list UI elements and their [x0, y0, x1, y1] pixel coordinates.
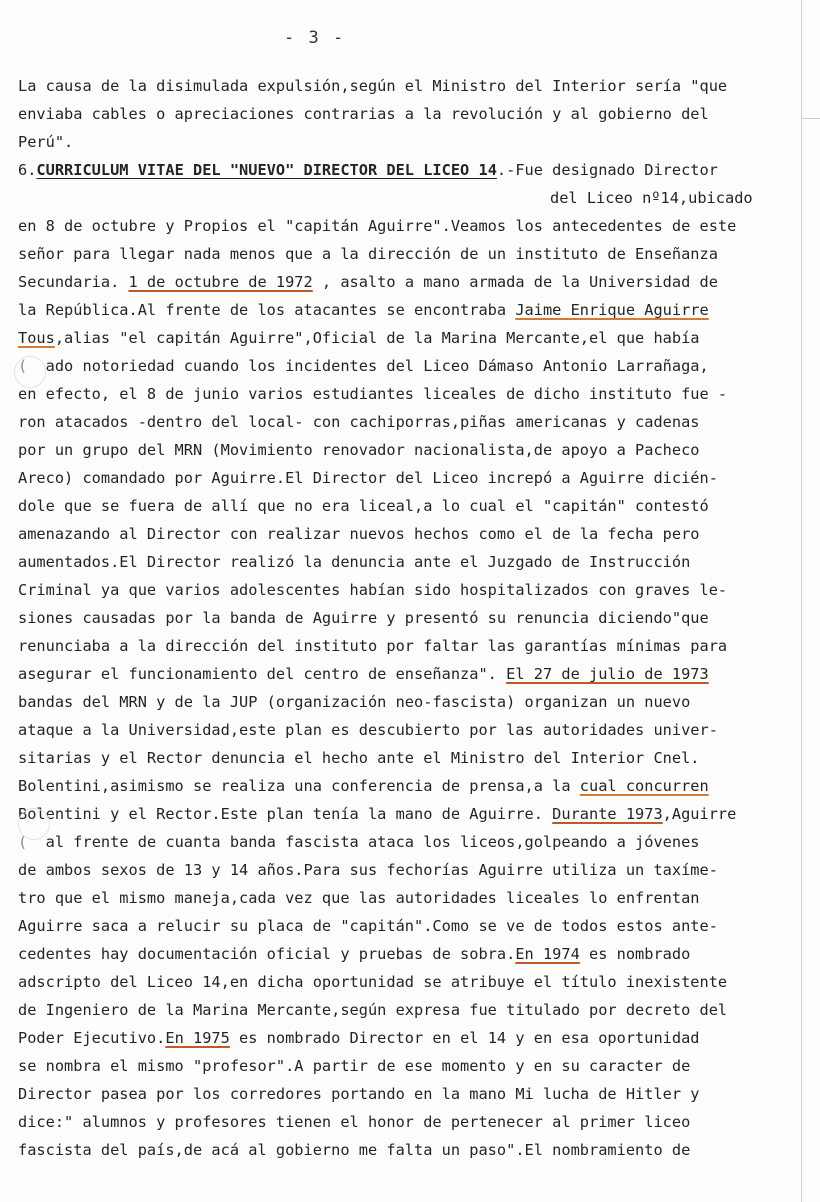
text-segment: Poder Ejecutivo. [18, 1029, 166, 1047]
page-number: - 3 - [284, 28, 346, 48]
text-segment: amenazando al Director con realizar nuevos hechos como el de la fecha pero [18, 525, 700, 543]
text-segment: asegurar el funcionamiento del centro de enseñanza". [18, 665, 507, 683]
punch-hole-mark [14, 356, 46, 388]
text-line [18, 996, 794, 1024]
text-line [18, 408, 794, 436]
text-line [18, 548, 794, 576]
text-segment: fascista del país,de acá al gobierno me falta un paso".El nombramiento de [18, 1141, 691, 1159]
text-segment: sitarias y el Rector denuncia el hecho ante el Ministro del Interior Cnel. [18, 749, 700, 767]
text-segment: Bolentini y el Rector.Este plan tenía la mano de Aguirre. [18, 805, 553, 823]
text-segment: es nombrado Director en el 14 y en esa oportunidad [229, 1029, 700, 1047]
text-segment: adscripto del Liceo 14,en dicha oportunidad se atribuye el título inexistente [18, 973, 728, 991]
text-line [18, 296, 794, 324]
text-line [18, 324, 794, 352]
text-segment: del Liceo nº14,ubicado [550, 189, 753, 207]
underlined-text: ( [18, 833, 46, 851]
text-segment: Perú". [18, 133, 74, 151]
text-line [18, 912, 794, 940]
text-segment: aumentados.El Director realizó la denuncia ante el Juzgado de Instrucción [18, 553, 691, 571]
text-segment: enviaba cables o apreciaciones contrarias a la revolución y al gobierno del [18, 105, 709, 123]
text-line [18, 828, 794, 856]
text-line [18, 856, 794, 884]
text-line [18, 744, 794, 772]
text-line [18, 380, 794, 408]
text-segment: ,alias "el capitán Aguirre",Oficial de la Marina Mercante,el que había [54, 329, 700, 347]
body-text [18, 72, 794, 1164]
text-segment: Bolentini,asimismo se realiza una conferencia de prensa,a la [18, 777, 580, 795]
underlined-text: cual concurren [579, 777, 709, 795]
text-line [18, 968, 794, 996]
text-line [18, 660, 794, 688]
underlined-text: El 27 de julio de 1973 [506, 665, 709, 683]
text-segment: Director pasea por los corredores portando en la mano Mi lucha de Hitler y [18, 1085, 700, 1103]
page-edge-mark [802, 118, 820, 119]
text-line [18, 884, 794, 912]
underlined-text: Durante 1973 [552, 805, 663, 823]
underlined-text: En 1974 [515, 945, 580, 963]
text-line [18, 492, 794, 520]
text-line [18, 352, 794, 380]
text-segment: de ambos sexos de 13 y 14 años.Para sus fechorías Aguirre utiliza un taxíme- [18, 861, 718, 879]
underlined-text: En 1975 [165, 1029, 230, 1047]
text-line [18, 940, 794, 968]
text-segment: al frente de cuanta banda fascista ataca los liceos,golpeando a jóvenes [45, 833, 700, 851]
page-edge-line [801, 0, 802, 1202]
text-segment: señor para llegar nada menos que a la dirección de un instituto de Enseñanza [18, 245, 718, 263]
text-line [18, 268, 794, 296]
text-segment: ado notoriedad cuando los incidentes del Liceo Dámaso Antonio Larrañaga, [45, 357, 709, 375]
text-segment: cedentes hay documentación oficial y pruebas de sobra. [18, 945, 516, 963]
text-segment: Areco) comandado por Aguirre.El Director del Liceo increpó a Aguirre dicién- [18, 469, 718, 487]
text-line [18, 1052, 794, 1080]
underlined-text: 1 de octubre de 1972 [128, 273, 313, 291]
text-line [18, 688, 794, 716]
text-line [18, 604, 794, 632]
text-segment: dice:" alumnos y profesores tienen el honor de pertenecer al primer liceo [18, 1113, 691, 1131]
text-segment: dole que se fuera de allí que no era liceal,a lo cual el "capitán" contestó [18, 497, 709, 515]
text-segment: ,Aguirre [662, 805, 737, 823]
text-segment: 6. [18, 161, 37, 179]
text-segment: renunciaba a la dirección del instituto por faltar las garantías mínimas para [18, 637, 728, 655]
text-line [18, 184, 794, 212]
text-segment: de Ingeniero de la Marina Mercante,según expresa fue titulado por decreto del [18, 1001, 728, 1019]
text-line [18, 1024, 794, 1052]
text-line [18, 240, 794, 268]
text-segment: , asalto a mano armada de la Universidad de [312, 273, 718, 291]
text-segment: la República.Al frente de los atacantes se encontraba [18, 301, 516, 319]
underlined-text: ( [18, 357, 46, 375]
text-line [18, 1108, 794, 1136]
underlined-text: CURRICULUM VITAE DEL "NUEVO" DIRECTOR DEL LICEO 14 [36, 161, 497, 179]
text-line [18, 576, 794, 604]
text-line [18, 464, 794, 492]
text-line [18, 716, 794, 744]
underlined-text: Jaime Enrique Aguirre [515, 301, 709, 319]
text-segment: .-Fue designado Director [496, 161, 718, 179]
text-segment: Secundaria. [18, 273, 129, 291]
text-line [18, 632, 794, 660]
text-segment: es nombrado [579, 945, 691, 963]
text-segment: ron atacados -dentro del local- con cachiporras,piñas americanas y cadenas [18, 413, 700, 431]
text-line [18, 1080, 794, 1108]
text-line [18, 72, 794, 100]
text-segment: tro que el mismo maneja,cada vez que las autoridades liceales lo enfrentan [18, 889, 700, 907]
text-line [18, 772, 794, 800]
text-segment: siones causadas por la banda de Aguirre y presentó su renuncia diciendo"que [18, 609, 709, 627]
text-segment: bandas del MRN y de la JUP (organización neo-fascista) organizan un nuevo [18, 693, 691, 711]
text-line [18, 1136, 794, 1164]
text-line [18, 128, 794, 156]
text-line [18, 436, 794, 464]
text-segment: ataque a la Universidad,este plan es descubierto por las autoridades univer- [18, 721, 718, 739]
text-line [18, 520, 794, 548]
text-line [18, 800, 794, 828]
text-segment: en 8 de octubre y Propios el "capitán Aguirre".Veamos los antecedentes de este [18, 217, 737, 235]
text-segment: Aguirre saca a relucir su placa de "capitán".Como se ve de todos estos ante- [18, 917, 718, 935]
text-line [18, 212, 794, 240]
text-segment: por un grupo del MRN (Movimiento renovador nacionalista,de apoyo a Pacheco [18, 441, 700, 459]
text-segment: en efecto, el 8 de junio varios estudiantes liceales de dicho instituto fue - [18, 385, 728, 403]
text-segment: La causa de la disimulada expulsión,según el Ministro del Interior sería "que [18, 77, 728, 95]
text-line [18, 156, 794, 184]
text-segment: se nombra el mismo "profesor".A partir de ese momento y en su caracter de [18, 1057, 691, 1075]
text-line [18, 100, 794, 128]
underlined-text: Tous [18, 329, 55, 347]
text-segment: Criminal ya que varios adolescentes habían sido hospitalizados con graves le- [18, 581, 728, 599]
punch-hole-mark [18, 808, 50, 840]
